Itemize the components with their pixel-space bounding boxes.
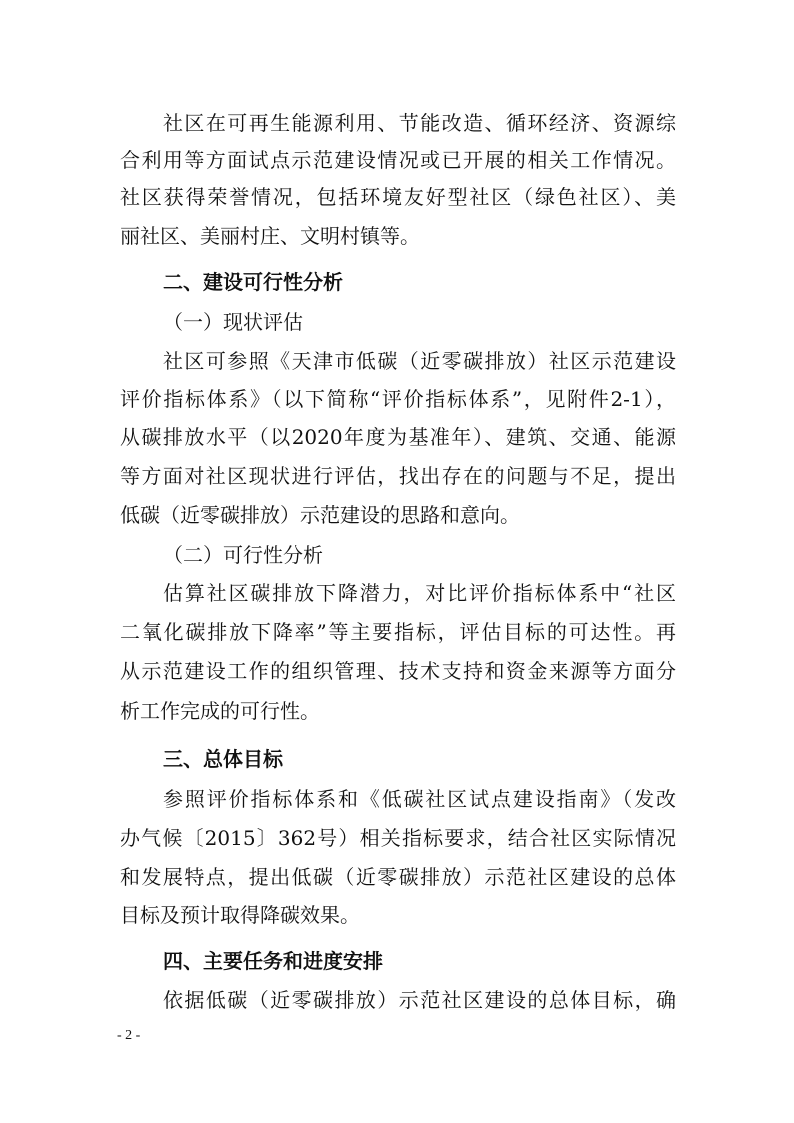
body-text-line: 和发展特点，提出低碳（近零碳排放）示范社区建设的总体 [120,865,676,889]
body-text-line: 从示范建设工作的组织管理、技术支持和资金来源等方面分 [120,659,676,683]
body-text-line: 社区在可再生能源利用、节能改造、循环经济、资源综 [163,111,676,135]
body-text-line: 等方面对社区现状进行评估，找出存在的问题与不足，提出 [120,464,676,488]
body-text-line: 办气候〔2015〕362号）相关指标要求，结合社区实际情况 [120,826,676,850]
body-text-line: 二氧化碳排放下降率”等主要指标，评估目标的可达性。再 [120,620,676,644]
subsection-heading: （二）可行性分析 [163,543,323,567]
body-text-line: 评价指标体系》（以下简称“评价指标体系”，见附件2-1）， [120,387,676,411]
section-heading: 四、主要任务和进度安排 [163,949,383,973]
body-text-line: 目标及预计取得降碳效果。 [120,903,360,927]
body-text-line: 从碳排放水平（以2020年度为基准年）、建筑、交通、能源 [120,425,676,449]
body-text-line: 低碳（近零碳排放）示范建设的思路和意向。 [120,503,520,527]
body-text-line: 合利用等方面试点示范建设情况或已开展的相关工作情况。 [120,148,676,172]
body-text-line: 参照评价指标体系和《低碳社区试点建设指南》（发改 [163,787,676,811]
body-text-line: 社区可参照《天津市低碳（近零碳排放）社区示范建设 [163,349,676,373]
body-text-line: 依据低碳（近零碳排放）示范社区建设的总体目标，确 [163,988,676,1012]
body-text-line: 丽社区、美丽村庄、文明村镇等。 [120,224,420,248]
section-heading: 三、总体目标 [163,747,283,771]
body-text-line: 析工作完成的可行性。 [120,699,320,723]
section-heading: 二、建设可行性分析 [163,270,343,294]
body-text-line: 估算社区碳排放下降潜力，对比评价指标体系中“社区 [163,581,676,605]
page-number: - 2 - [117,1028,141,1043]
body-text-line: 社区获得荣誉情况，包括环境友好型社区（绿色社区）、美 [120,185,676,209]
subsection-heading: （一）现状评估 [163,310,303,334]
